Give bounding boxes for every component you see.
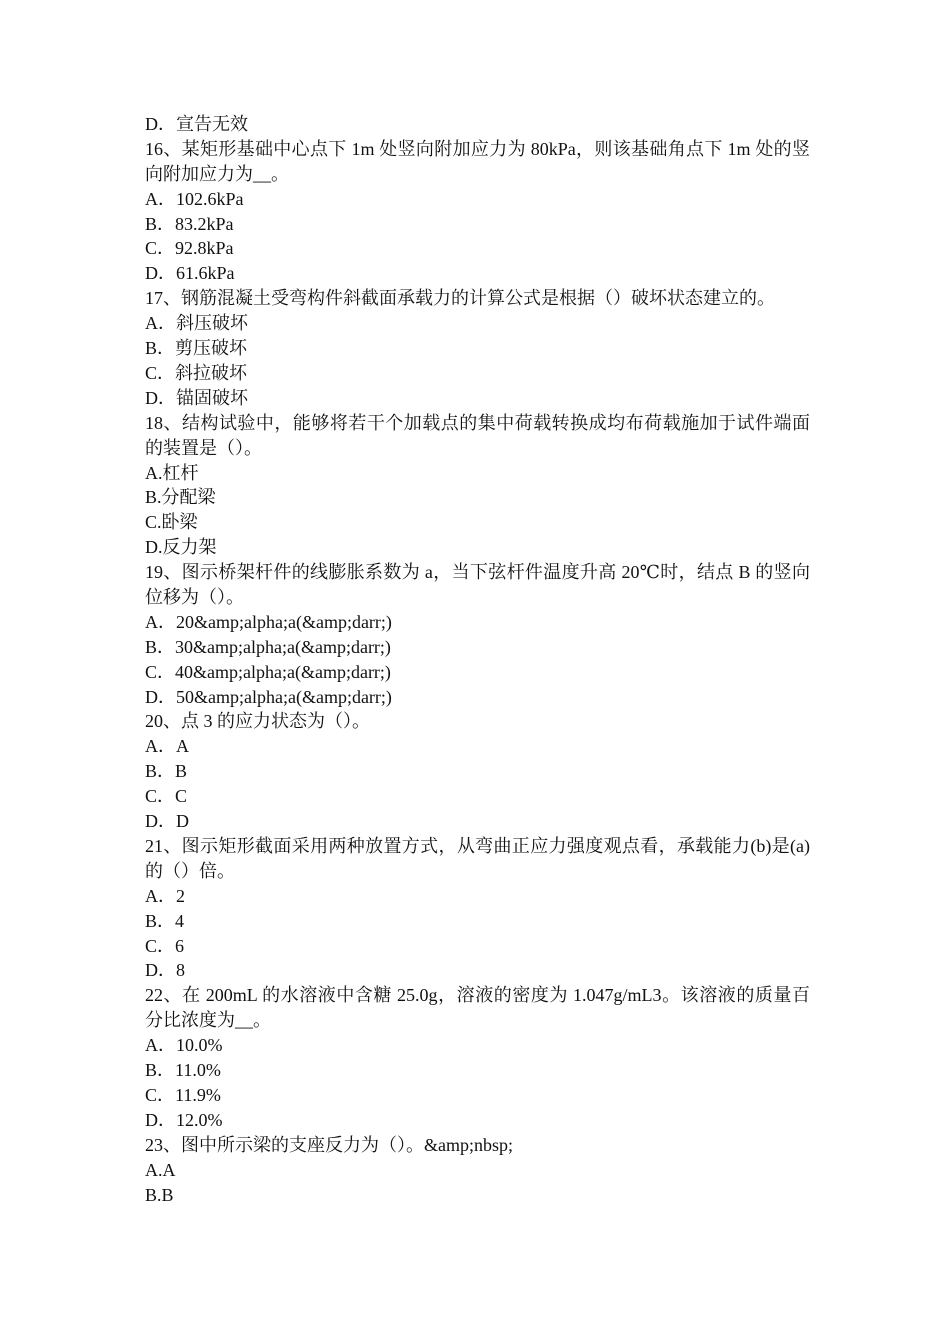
option-line: B．83.2kPa: [145, 213, 234, 234]
question-text: 19、图示桥架杆件的线膨胀系数为 a，当下弦杆件温度升高 20℃时，结点 B 的竖向位移为（）。: [145, 562, 810, 608]
option-line: C．92.8kPa: [145, 238, 234, 259]
option-line: A.杠杆: [145, 462, 199, 483]
option-line: C．6: [145, 935, 185, 956]
question-text: 22、在 200mL 的水溶液中含糖 25.0g，溶液的密度为 1.047g/mL3。该溶液的质量百分比浓度为__。: [145, 985, 810, 1031]
option-line: A．20&amp;alpha;a(&amp;darr;): [145, 611, 392, 632]
option-line: A．102.6kPa: [145, 188, 244, 209]
option-line: D．12.0%: [145, 1109, 223, 1130]
option-line: A．斜压破坏: [145, 313, 248, 334]
option-line: C．C: [145, 786, 188, 807]
option-line: D．锚固破坏: [145, 387, 248, 408]
option-line: C．11.9%: [145, 1084, 221, 1105]
question-text: 18、结构试验中，能够将若干个加载点的集中荷载转换成均布荷载施加于试件端面的装置是（）。: [145, 412, 810, 458]
option-line: D．50&amp;alpha;a(&amp;darr;): [145, 686, 392, 707]
option-line: B．30&amp;alpha;a(&amp;darr;): [145, 636, 391, 657]
option-line: B．4: [145, 910, 185, 931]
option-line: C.卧梁: [145, 512, 198, 533]
option-line: D.反力架: [145, 537, 217, 558]
question-text: 17、钢筋混凝土受弯构件斜截面承载力的计算公式是根据（）破坏状态建立的。: [145, 288, 775, 309]
option-line: C．斜拉破坏: [145, 362, 248, 383]
option-line: D．D: [145, 811, 189, 832]
option-line: B.B: [145, 1184, 174, 1205]
question-text: 16、某矩形基础中心点下 1m 处竖向附加应力为 80kPa，则该基础角点下 1m 处的竖向附加应力为__。: [145, 138, 810, 184]
option-line: D．宣告无效: [145, 114, 248, 134]
option-line: A.A: [145, 1159, 176, 1180]
option-line: B.分配梁: [145, 487, 216, 508]
option-line: B．剪压破坏: [145, 338, 248, 359]
option-line: A．2: [145, 885, 185, 906]
option-line: A．10.0%: [145, 1035, 223, 1056]
question-text: 23、图中所示梁的支座反力为（）。&amp;nbsp;: [145, 1134, 513, 1155]
question-text: 20、点 3 的应力状态为（）。: [145, 711, 370, 732]
option-line: B．11.0%: [145, 1060, 221, 1081]
option-line: D．61.6kPa: [145, 263, 235, 284]
option-line: D．8: [145, 960, 185, 981]
option-line: A．A: [145, 736, 189, 757]
question-text: 21、图示矩形截面采用两种放置方式，从弯曲正应力强度观点看，承载能力(b)是(a)的（）倍。: [145, 835, 810, 881]
option-line: B．B: [145, 761, 188, 782]
option-line: C．40&amp;alpha;a(&amp;darr;): [145, 661, 391, 682]
document-page: [145, 112, 810, 1207]
